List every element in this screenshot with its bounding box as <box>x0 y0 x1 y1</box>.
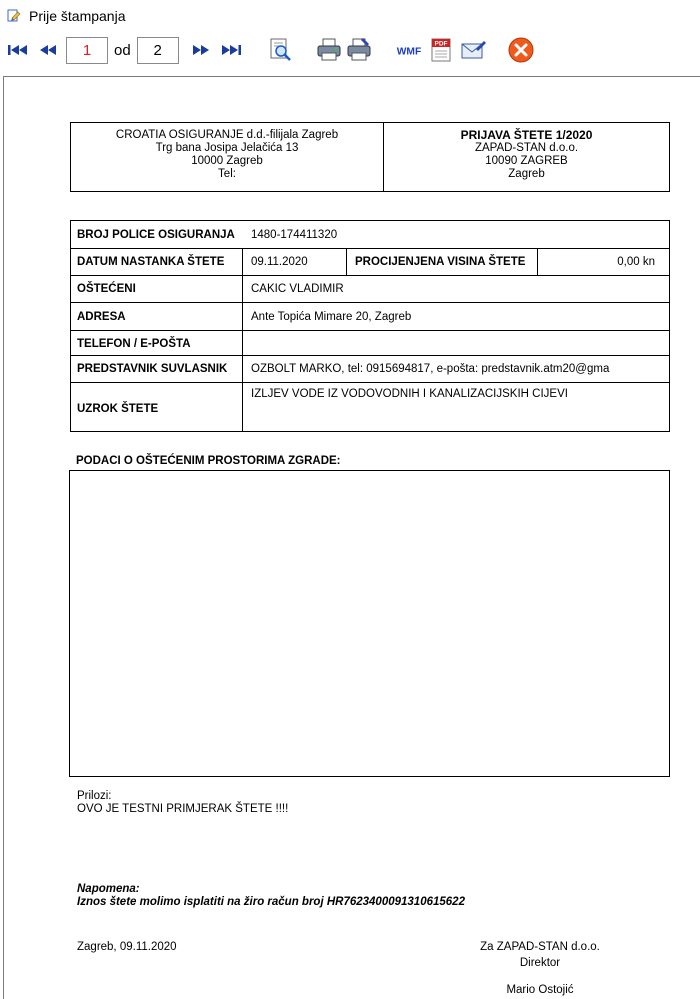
damaged-party-row <box>71 276 669 303</box>
phone-row <box>71 331 669 356</box>
claim-place: Zagreb <box>508 168 545 180</box>
claim-box <box>383 122 670 192</box>
policy-label: BROJ POLICE OSIGURANJA <box>77 229 235 241</box>
next-page-icon[interactable] <box>189 38 213 62</box>
insurer-city: 10000 Zagreb <box>191 155 263 167</box>
wmf-export-icon[interactable] <box>395 36 423 64</box>
last-page-icon[interactable] <box>219 38 243 62</box>
date-label: DATUM NASTANKA ŠTETE <box>77 256 225 268</box>
attachments-label: Prilozi: <box>77 790 112 802</box>
close-icon[interactable] <box>507 36 535 64</box>
signature-role: Direktor <box>519 957 561 969</box>
insurer-box <box>70 122 384 192</box>
phone-label: TELEFON / E-POŠTA <box>77 338 191 350</box>
address-label: ADRESA <box>77 311 126 323</box>
title-bar <box>0 0 700 32</box>
note-label: Napomena: <box>77 883 140 895</box>
attachments-text: OVO JE TESTNI PRIMJERAK ŠTETE !!!! <box>77 803 289 815</box>
representative-row <box>71 356 669 383</box>
policy-row <box>71 221 669 249</box>
claim-info-table <box>70 220 670 432</box>
insurer-name: CROATIA OSIGURANJE d.d.-filijala Zagreb <box>115 129 339 141</box>
signature-name: Mario Ostojić <box>506 984 574 996</box>
address-row <box>71 303 669 331</box>
pdf-export-icon[interactable] <box>427 36 455 64</box>
email-icon[interactable] <box>459 36 487 64</box>
claim-city: 10090 ZAGREB <box>485 155 568 167</box>
rep-label: PREDSTAVNIK SUVLASNIK <box>77 363 228 375</box>
cause-row <box>71 383 669 431</box>
date-value: 09.11.2020 <box>251 256 308 268</box>
damaged-label: OŠTEĆENI <box>77 283 136 295</box>
print-preview-icon <box>7 9 21 23</box>
date-row <box>71 249 669 276</box>
signature-company: Za ZAPAD-STAN d.o.o. <box>480 941 600 953</box>
wmf-label: WMF <box>396 46 421 58</box>
estimate-value: 0,00 kn <box>617 256 655 268</box>
damaged-premises-title: PODACI O OŠTEĆENIM PROSTORIMA ZGRADE: <box>76 455 341 467</box>
estimate-label: PROCIJENJENA VISINA ŠTETE <box>355 256 526 268</box>
cause-label: UZROK ŠTETE <box>77 403 159 415</box>
cause-value: IZLJEV VODE IZ VODOVODNIH I KANALIZACIJSKIH CIJEVI <box>251 388 568 400</box>
pdf-label: PDF <box>434 40 448 48</box>
print-setup-icon[interactable] <box>345 36 373 64</box>
first-page-icon[interactable] <box>6 38 30 62</box>
policy-value: 1480-174411320 <box>251 229 338 241</box>
window-title: Prije štampanja <box>29 8 126 24</box>
current-page-input[interactable]: 1 <box>66 37 108 64</box>
of-label: od <box>114 41 131 59</box>
insurer-address: Trg bana Josipa Jelačića 13 <box>155 142 299 154</box>
zoom-icon[interactable] <box>267 36 295 64</box>
rep-value: OŽBOLT MARKO, tel: 0915694817, e-pošta: predstavnik.atm20@gma <box>251 363 610 375</box>
note-text: Iznos štete molimo isplatiti na žiro račun broj HR7623400091310615622 <box>77 896 465 908</box>
claim-company: ZAPAD-STAN d.o.o. <box>474 142 579 154</box>
claim-title: PRIJAVA ŠTETE 1/2020 <box>460 128 593 142</box>
previous-page-icon[interactable] <box>36 38 60 62</box>
damaged-value: ČAKIĆ VLADIMIR <box>251 283 344 295</box>
address-value: Ante Topića Mimare 20, Zagreb <box>251 311 412 323</box>
insurer-tel: Tel: <box>218 168 236 180</box>
toolbar <box>0 32 700 68</box>
place-date: Zagreb, 09.11.2020 <box>77 941 177 953</box>
print-icon[interactable] <box>315 36 343 64</box>
total-pages: 2 <box>137 37 179 64</box>
damaged-premises-box <box>69 470 670 777</box>
